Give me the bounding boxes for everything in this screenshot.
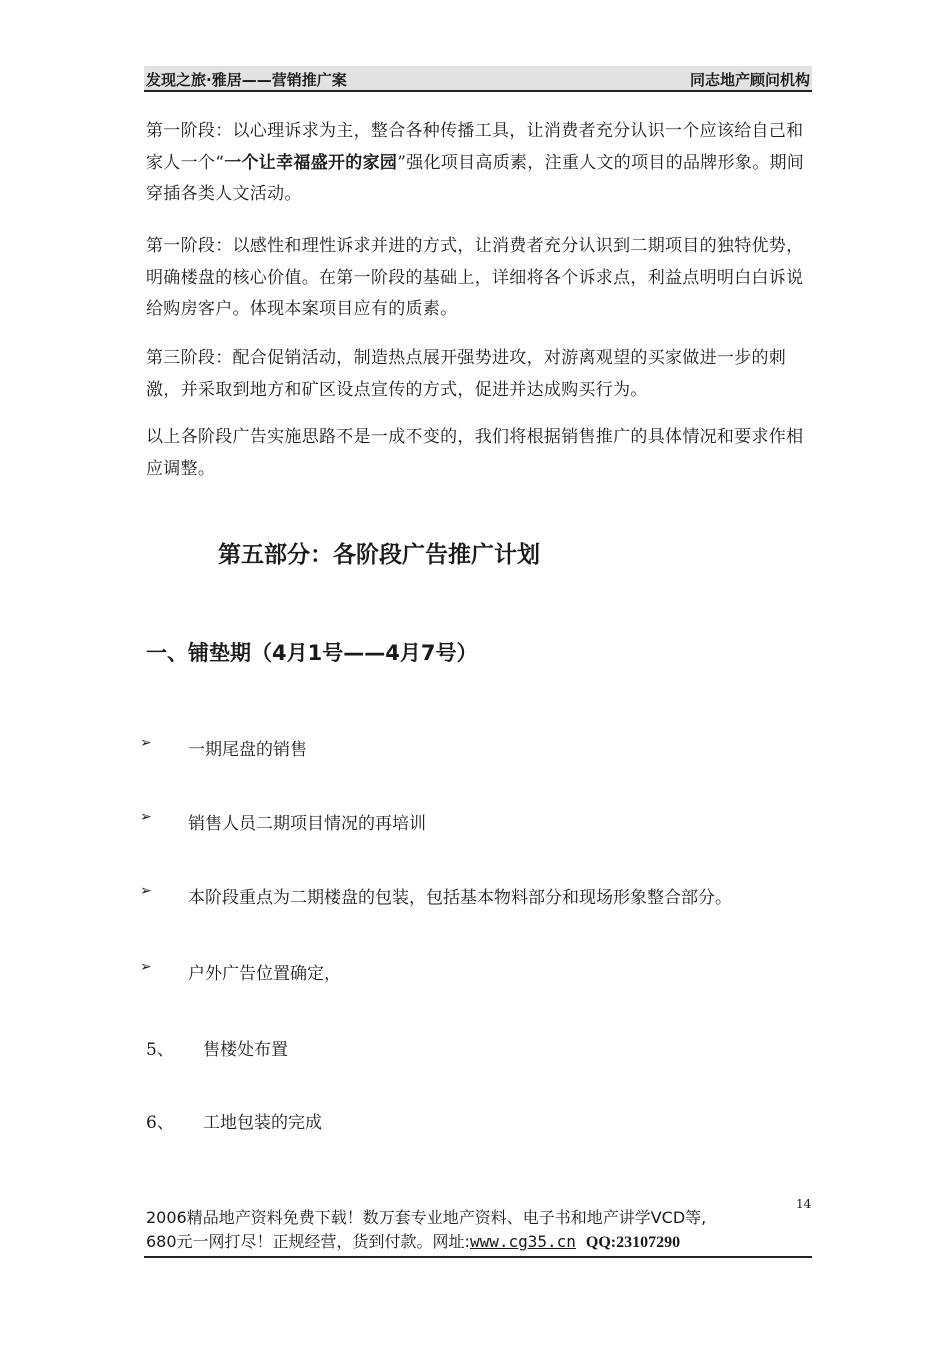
paragraph-stage-one [146, 116, 814, 211]
qq-number: QQ:23107290 [585, 1234, 681, 1251]
list-item-text: 销售人员二期项目情况的再培训 [188, 814, 426, 834]
footer-line-2 [146, 1230, 812, 1255]
sub-title: 一、铺垫期（4月1号——4月7号） [146, 641, 478, 665]
arrow-bullet-icon: ➢ [140, 809, 152, 825]
page-header [144, 66, 812, 92]
list-item-text: 本阶段重点为二期楼盘的包装，包括基本物料部分和现场形象整合部分。 [188, 888, 732, 908]
list-item-text: 一期尾盘的销售 [188, 740, 307, 760]
slogan-bold: 一个让幸福盛开的家园 [224, 152, 398, 173]
list-item-text: 户外广告位置确定， [188, 964, 341, 984]
website-link[interactable]: www.cg35.cn [469, 1232, 576, 1251]
item-number: 6、 [146, 1113, 174, 1133]
item-number: 5、 [146, 1040, 174, 1060]
section-title: 第五部分：各阶段广告推广计划 [218, 542, 540, 568]
numbered-item-text: 售楼处布置 [203, 1040, 288, 1060]
paragraph-stage-two: 第一阶段：以感性和理性诉求并进的方式，让消费者充分认识到二期项目的独特优势，明确楼盘的核心价值。在第一阶段的基础上，详细将各个诉求点，利益点明明白白诉说给购房客户。体现本案项目应有的质素。 [146, 236, 804, 319]
footer-line-1: 2006精品地产资料免费下载！数万套专业地产资料、电子书和地产讲学VCD等, [146, 1208, 707, 1227]
footer-divider [144, 1256, 812, 1258]
arrow-bullet-icon: ➢ [140, 883, 152, 899]
header-title: 发现之旅·雅居——营销推广案 [146, 71, 347, 89]
paragraph-text: 第一阶段：以心理诉求为主，整合各种传播工具，让消费者充分认识一个应该给自己和家人一个“ [146, 121, 804, 173]
paragraph-summary: 以上各阶段广告实施思路不是一成不变的，我们将根据销售推广的具体情况和要求作相应调整。 [146, 427, 804, 479]
arrow-bullet-icon: ➢ [140, 735, 152, 751]
numbered-item-text: 工地包装的完成 [203, 1113, 322, 1133]
paragraph-stage-three: 第三阶段：配合促销活动，制造热点展开强势进攻，对游离观望的买家做进一步的刺激，并采取到地方和矿区设点宣传的方式，促进并达成购买行为。 [146, 348, 787, 400]
page-footer [146, 1206, 812, 1255]
arrow-bullet-icon: ➢ [140, 959, 152, 975]
footer-line-2-text: 680元一网打尽！正规经营，货到付款。网址: [146, 1232, 470, 1251]
page-number: 14 [796, 1197, 812, 1211]
paragraph-text: ”强化项目高质素，注重人文的项目的品牌形象。期间穿插各类人文活动。 [146, 152, 805, 204]
header-organization: 同志地产顾问机构 [689, 71, 810, 89]
